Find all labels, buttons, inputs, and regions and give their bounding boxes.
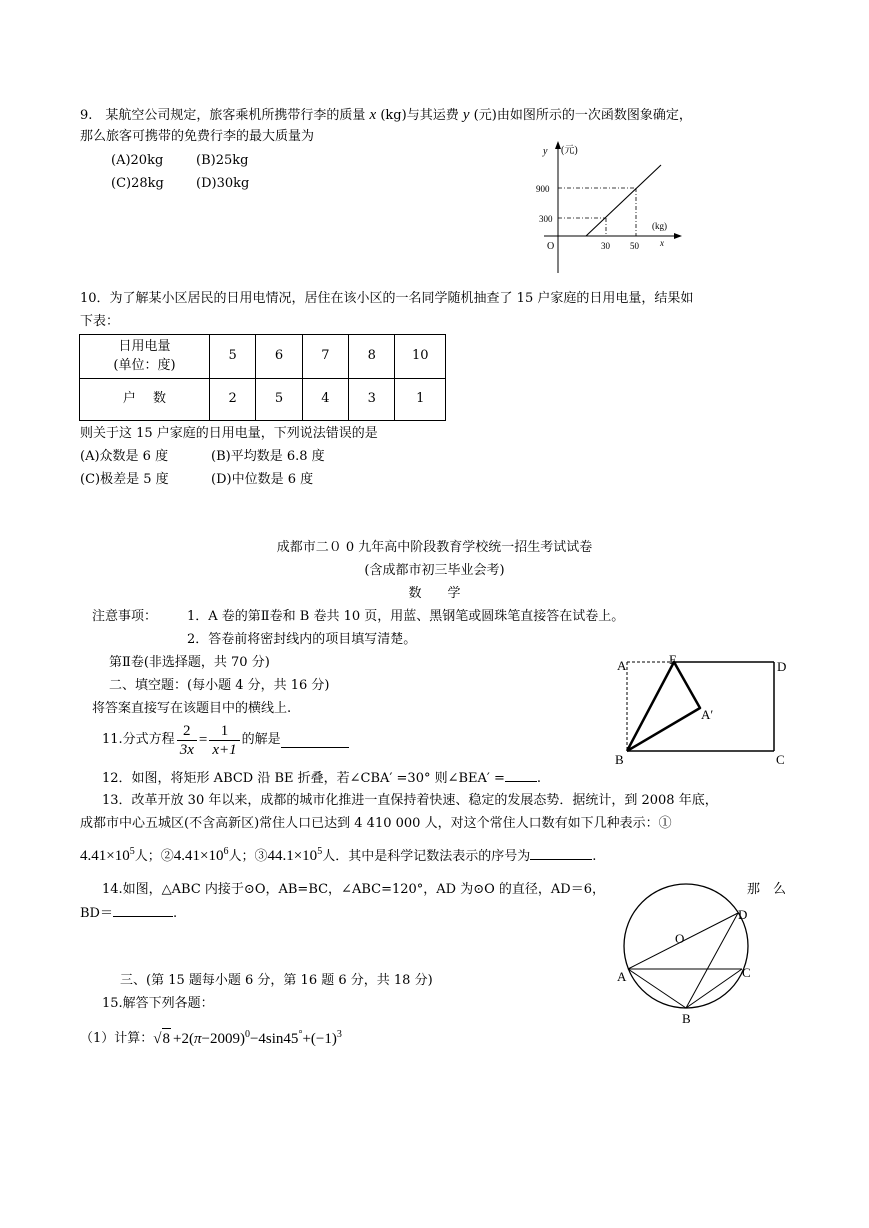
q13-expr2-base: 4.41×10 [173,848,224,864]
q13-expr-3 [267,848,322,864]
q10-option-b: (B)平均数是 6.8 度 [211,449,325,464]
q11-fraction-right [209,722,239,759]
q9-text-a: 9. 某航空公司规定，旅客乘机所携带行李的质量 [80,108,366,123]
q12-answer-blank[interactable] [505,769,537,782]
q13-t1: 人；② [134,849,174,864]
q9-function-line [586,165,661,236]
table-cell: 2 [209,379,255,421]
notice-item-1: 1．A 卷的第Ⅱ卷和 B 卷共 10 页，用蓝、黑钢笔或圆珠笔直接答在试卷上。 [187,609,625,624]
table-cell: 7 [302,335,348,379]
q11 [102,722,349,759]
q9-graph-tick-300: 300 [539,214,553,224]
notice-label: 注意事项： [92,609,158,624]
q13-expr-2 [174,848,229,864]
q12-label-a: A [617,658,627,673]
q12-label-c: C [776,752,785,767]
notice-item-2: 2．答卷前将密封线内的项目填写清楚。 [187,632,417,647]
q15-part1 [80,1028,342,1051]
q11-frac2-den: x+1 [212,742,237,758]
q12-end: . [536,771,542,786]
q13-end: . [592,849,597,864]
table-row-label: 户 数 [80,379,210,421]
q10-option-c: (C)极差是 5 度 [80,472,169,487]
q14-tail: 那 么 [747,882,787,897]
q15-expression [153,1028,342,1051]
table-cell: 5 [256,379,302,421]
q9-var-y: y [462,107,470,123]
q9-var-x: x [369,107,377,123]
q13-expr1-base: 4.41×10 [80,848,130,864]
q15-neg: +(−1) [302,1030,337,1047]
q10-question: 则关于这 15 户家庭的日用电量，下列说法错误的是 [80,426,378,441]
q14-answer-blank[interactable] [113,904,173,917]
part2-heading: 第Ⅱ卷(非选择题，共 70 分) [109,655,270,670]
q9-text-c: (元)由如图所示的一次函数图象确定， [473,108,692,123]
q9-graph-tick-30: 30 [601,241,610,251]
q10-line1: 10．为了解某小区居民的日用电情况，居住在该小区的一名同学随机抽查了 15 户家庭的日用电量，结果如 [80,291,694,306]
q11-equals: = [198,731,208,748]
q9-option-d: (D)30kg [196,176,250,191]
q14-label-c: C [742,965,751,980]
q15-sqrt-arg: 8 [162,1028,172,1051]
q9-linear-function-graph [530,138,690,278]
q9-graph-x-label: x [660,238,664,248]
q13-line1: 13．改革开放 30 年以来，成都的城市化推进一直保持着快速、稳定的发展态势．据统计，到 2008 年底， [102,793,718,808]
table-cell: 1 [395,379,446,421]
table-cell: 8 [349,335,395,379]
q10-table [79,334,446,421]
q15-plus2: +2( [173,1030,194,1047]
table-cell: 6 [256,335,302,379]
q12-rectangle-fold-figure [610,652,800,772]
q9-line1 [80,105,692,127]
table-header-line1: 日用电量 [118,338,171,354]
q13-expr3-exp: 5 [317,846,323,857]
q14-line1: 14.如图，△ABC 内接于⊙O，AB=BC，∠ABC=120°，AD 为⊙O 的直径，AD＝6， [102,882,605,897]
q11-prefix: 11.分式方程 [102,732,175,748]
q14-label-b: B [682,1011,691,1026]
q12-label-d: D [777,659,787,674]
section2-heading: 二、填空题：(每小题 4 分，共 16 分) [109,678,330,693]
sqrt-icon: √ [153,1030,162,1047]
q9-graph-tick-900: 900 [536,184,550,194]
table-cell: 10 [395,335,446,379]
table-cell: 4 [302,379,348,421]
q15-exp3: 3 [336,1029,342,1040]
q14-circle-figure [610,875,780,1030]
q9-graph-tick-50: 50 [630,241,639,251]
q13-line3 [80,845,596,868]
q14-label-d: D [738,907,748,922]
section2-instruction: 将答案直接写在该题目中的横线上. [92,701,292,716]
q13-expr2-exp: 6 [223,846,229,857]
q9-unit-kg: (kg) [380,108,407,123]
q15-pi: π [193,1030,202,1047]
q9-line2: 那么旅客可携带的免费行李的最大质量为 [80,129,315,144]
exam-subtitle: (含成都市初三毕业会考) [364,563,505,578]
q12-label-e: E [669,652,677,667]
q13-line2: 成都市中心五城区(不含高新区)常住人口已达到 4 410 000 人，对这个常住人口数有如下几种表示：① [80,816,672,831]
q10-line2: 下表： [80,314,120,329]
q15-label: （1）计算： [80,1030,154,1046]
table-header-line2: (单位：度) [113,357,176,373]
q9-option-a: (A)20kg [111,153,164,168]
q11-answer-blank[interactable] [281,733,349,748]
q15-minus: −2009) [201,1030,245,1047]
q13-expr3-base: 44.1×10 [267,848,318,864]
q13-answer-blank[interactable] [530,847,592,860]
q11-suffix: 的解是 [241,732,281,748]
table-row [80,335,446,379]
q11-fraction-left [177,722,197,759]
q9-graph-y-unit: (元) [561,145,578,156]
table-row [80,379,446,421]
q10-option-a: (A)众数是 6 度 [80,449,169,464]
q9-graph-origin: O [547,241,555,252]
exam-subject: 数 学 [408,586,461,601]
q15-exp0: 0 [244,1029,250,1040]
q11-frac1-den: 3x [179,742,194,758]
q13-expr1-exp: 5 [129,846,135,857]
exam-title: 成都市二０ 0 九年高中阶段教育学校统一招生考试试卷 [276,540,593,555]
q12 [102,769,541,789]
q14-line2 [80,904,177,924]
q9-option-b: (B)25kg [196,153,249,168]
q15-title: 15.解答下列各题： [102,996,214,1011]
q9-option-c: (C)28kg [111,176,164,191]
q15-sin: −4sin45 [249,1030,299,1047]
table-cell: 3 [349,379,395,421]
q11-frac1-num: 2 [177,722,197,741]
q12-label-a-prime: A′ [701,707,714,722]
q14-bd-label: BD＝ [80,906,113,921]
q13-expr-1 [80,848,135,864]
q9-graph-x-unit: (kg) [652,221,667,231]
q15-degree: ° [298,1029,303,1040]
q11-frac2-num: 1 [209,722,239,741]
q14-label-o: O [675,931,685,946]
q12-text: 12．如图，将矩形 ABCD 沿 BE 折叠，若∠CBA′ =30° 则∠BEA′ = [102,771,505,786]
section3-heading: 三、(第 15 题每小题 6 分，第 16 题 6 分，共 18 分) [120,973,433,988]
q13-t2: 人；③ [228,849,268,864]
q14-end: . [172,906,178,921]
table-cell: 5 [209,335,255,379]
q13-t3: 人．其中是科学记数法表示的序号为 [322,849,531,864]
q14-label-a: A [617,969,627,984]
q9-graph-y-label: y [543,146,548,157]
q12-label-b: B [615,752,624,767]
table-header-cell [80,335,210,379]
q10-option-d: (D)中位数是 6 度 [211,472,314,487]
q9-text-b: 与其运费 [406,108,459,123]
